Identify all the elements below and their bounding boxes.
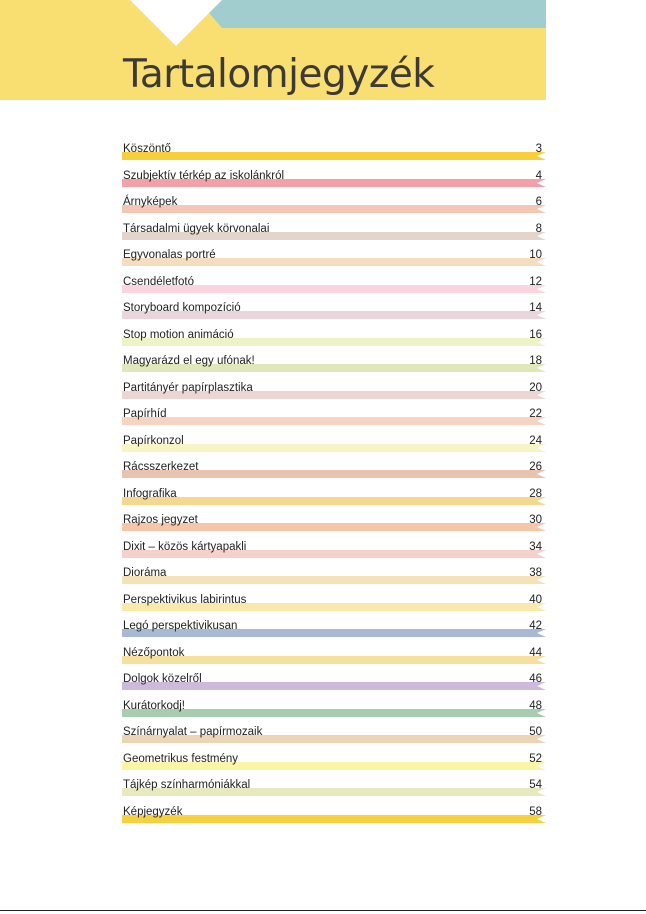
toc-color-band	[122, 576, 546, 584]
header-teal-stripe	[198, 0, 546, 28]
toc-entry-page: 4	[535, 169, 542, 182]
toc-entry-label: Színárnyalat – papírmozaik	[123, 726, 263, 738]
toc-entry[interactable]	[122, 247, 546, 274]
toc-entry-page: 30	[529, 514, 542, 526]
toc-entry-label: Nézőpontok	[123, 646, 185, 659]
toc-entry-page: 44	[529, 646, 542, 659]
toc-entry[interactable]	[122, 433, 546, 460]
toc-entry-label: Papírkonzol	[123, 434, 184, 447]
toc-entry-page: 22	[529, 408, 542, 420]
toc-entry-label: Perspektivikus labirintus	[123, 593, 247, 606]
toc-entry-page: 3	[535, 143, 542, 155]
toc-entry[interactable]	[122, 274, 546, 301]
toc-entry-page: 16	[529, 328, 542, 341]
toc-color-band	[122, 709, 546, 717]
toc-entry-label: Dixit – közös kártyapakli	[123, 540, 247, 553]
toc-entry[interactable]	[122, 724, 546, 751]
toc-entry[interactable]	[122, 618, 546, 645]
toc-entry-page: 48	[529, 699, 542, 712]
toc-entry[interactable]	[122, 380, 546, 407]
toc-entry[interactable]	[122, 353, 546, 380]
toc-entry-page: 54	[529, 779, 542, 791]
toc-color-band	[122, 444, 546, 452]
toc-entry-label: Tájkép színharmóniákkal	[123, 779, 251, 791]
toc-entry[interactable]	[122, 698, 546, 725]
toc-entry-page: 14	[529, 302, 542, 314]
table-of-contents	[122, 141, 546, 830]
toc-entry-label: Rajzos jegyzet	[123, 514, 198, 526]
toc-entry-page: 10	[529, 249, 542, 261]
toc-entry-page: 28	[529, 487, 542, 500]
toc-entry-label: Társadalmi ügyek körvonalai	[123, 222, 270, 235]
toc-entry-label: Storyboard kompozíció	[123, 302, 241, 314]
toc-entry-label: Legó perspektivikusan	[123, 620, 238, 632]
page-title: Tartalomjegyzék	[123, 52, 435, 97]
toc-entry[interactable]	[122, 406, 546, 433]
toc-entry[interactable]	[122, 645, 546, 672]
toc-entry-label: Partitányér papírplasztika	[123, 381, 253, 394]
toc-entry-page: 18	[529, 355, 542, 367]
toc-entry-page: 26	[529, 461, 542, 473]
toc-entry-label: Infografika	[123, 487, 177, 500]
toc-entry-label: Dioráma	[123, 567, 167, 579]
toc-entry-page: 40	[529, 593, 542, 606]
toc-entry-label: Stop motion animáció	[123, 328, 234, 341]
toc-entry-label: Kurátorkodj!	[123, 699, 186, 712]
toc-entry-page: 42	[529, 620, 542, 632]
toc-entry[interactable]	[122, 486, 546, 513]
toc-entry[interactable]	[122, 459, 546, 486]
toc-entry[interactable]	[122, 751, 546, 778]
toc-entry-label: Rácsszerkezet	[123, 461, 199, 473]
toc-color-band	[122, 205, 546, 213]
toc-color-band	[122, 815, 546, 823]
toc-entry-page: 46	[529, 673, 542, 685]
toc-entry[interactable]	[122, 565, 546, 592]
bottom-divider	[0, 910, 646, 911]
toc-color-band	[122, 152, 546, 160]
toc-entry-page: 24	[529, 434, 542, 447]
toc-entry-page: 52	[529, 752, 542, 765]
toc-entry-page: 6	[535, 196, 542, 208]
toc-entry-label: Egyvonalas portré	[123, 249, 216, 261]
toc-entry[interactable]	[122, 221, 546, 248]
toc-entry[interactable]	[122, 804, 546, 831]
toc-color-band	[122, 497, 546, 505]
toc-entry-label: Magyarázd el egy ufónak!	[123, 355, 255, 367]
toc-entry[interactable]	[122, 327, 546, 354]
toc-entry-label: Papírhíd	[123, 408, 167, 420]
toc-entry[interactable]	[122, 141, 546, 168]
toc-entry-page: 50	[529, 726, 542, 738]
toc-entry[interactable]	[122, 168, 546, 195]
toc-entry-page: 58	[529, 805, 542, 818]
toc-entry-page: 20	[529, 381, 542, 394]
toc-entry-page: 12	[529, 275, 542, 288]
toc-entry[interactable]	[122, 592, 546, 619]
toc-entry[interactable]	[122, 671, 546, 698]
toc-entry-page: 8	[535, 222, 542, 235]
toc-entry-label: Dolgok közelről	[123, 673, 202, 685]
toc-entry-page: 38	[529, 567, 542, 579]
toc-entry[interactable]	[122, 539, 546, 566]
toc-entry-label: Csendéletfotó	[123, 275, 194, 288]
toc-entry-page: 34	[529, 540, 542, 553]
toc-color-band	[122, 417, 546, 425]
toc-entry-label: Köszöntő	[123, 143, 171, 155]
toc-entry-label: Árnyképek	[123, 196, 178, 208]
toc-entry-label: Képjegyzék	[123, 805, 183, 818]
toc-entry[interactable]	[122, 512, 546, 539]
toc-color-band	[122, 656, 546, 664]
toc-entry[interactable]	[122, 300, 546, 327]
toc-entry-label: Szubjektív térkép az iskolánkról	[123, 169, 285, 182]
toc-entry-label: Geometrikus festmény	[123, 752, 239, 765]
toc-entry[interactable]	[122, 194, 546, 221]
toc-entry[interactable]	[122, 777, 546, 804]
